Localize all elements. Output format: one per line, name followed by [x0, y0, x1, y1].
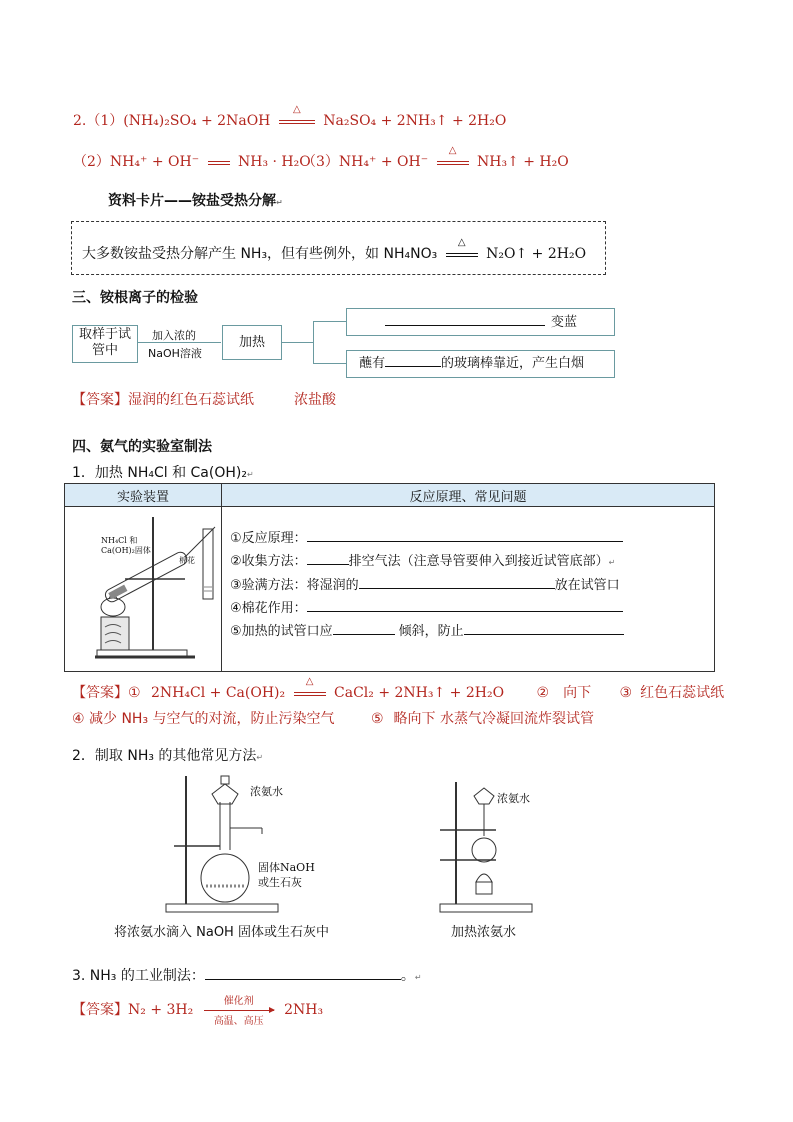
fig1-tag-lime: 或生石灰	[258, 876, 302, 889]
section-3-title: 三、铵根离子的检验	[72, 290, 198, 306]
question-3: ③验满方法：将湿润的 放在试管口	[230, 578, 620, 593]
flow-start-box: 取样于试管中	[72, 325, 138, 363]
flow-branch-top	[313, 321, 346, 322]
section-4-sub1: 1．加热 NH₄Cl 和 Ca(OH)₂↵	[72, 465, 254, 481]
question-2: ②收集方法： 排空气法（注意导管要伸入到接近试管底部）↵	[230, 554, 616, 569]
table-header-apparatus: 实验装置	[65, 484, 222, 507]
flow-branch-line	[281, 342, 313, 343]
question-5: ⑤加热的试管口应 倾斜，防止	[230, 620, 714, 643]
question-4: ④棉花作用：	[230, 597, 714, 620]
flow-reagent-1: 加入浓的	[152, 329, 196, 342]
fig2-tag-ammonia: 浓氨水	[497, 792, 530, 805]
flow-top-box: 变蓝	[346, 308, 615, 336]
fig2-caption: 加热浓氨水	[451, 925, 517, 940]
apparatus-image-cell	[65, 507, 222, 672]
flow-branch-bottom	[313, 363, 346, 364]
label-nh4cl: NH₄Cl 和	[101, 536, 138, 545]
label-cotton: 棉花	[179, 556, 195, 565]
fig1-tag-ammonia: 浓氨水	[250, 785, 283, 798]
fig1-caption: 将浓氨水滴入 NaOH 固体或生石灰中	[114, 925, 329, 940]
section-4-title: 四、氨气的实验室制法	[72, 439, 212, 455]
flow-heat-box: 加热	[222, 325, 282, 360]
questions-cell	[222, 507, 715, 672]
section-4-sub3: 3. NH₃ 的工业制法： 。↵	[72, 968, 422, 984]
equation-1: 2.（1）(NH₄)₂SO₄ + 2NaOH △ Na₂SO₄ + 2NH₃↑ + 2H₂O	[73, 104, 507, 129]
heating-apparatus-figure	[65, 507, 221, 671]
flow-branch-vertical	[313, 321, 314, 363]
apparatus-table	[64, 483, 715, 672]
flow-bottom-box: 蘸有 的玻璃棒靠近，产生白烟	[346, 350, 615, 378]
flow-reagent-2: NaOH溶液	[148, 347, 202, 360]
equation-3: （3）NH₄⁺ + OH⁻ △ NH₃↑ + H₂O	[302, 145, 569, 170]
table-header-questions: 反应原理、常见问题	[222, 484, 715, 507]
equation-2: （2）NH₄⁺ + OH⁻ NH₃ · H₂O	[73, 154, 311, 170]
label-caoh2: Ca(OH)₂固体	[101, 546, 151, 555]
answer-2-line-1: 【答案】① 2NH₄Cl + Ca(OH)₂ △ CaCl₂ + 2NH₃↑ + 2H₂O ② 向下 ③ 红色石蕊试纸	[72, 676, 725, 701]
question-1: ①反应原理：	[230, 527, 714, 550]
answer-2-line-2: ④ 减少 NH₃ 与空气的对流，防止污染空气 ⑤ 略向下 水蒸气冷凝回流炸裂试管	[72, 711, 594, 727]
answer-3: 【答案】N₂ + 3H₂ 催化剂 高温、高压 2NH₃	[72, 996, 324, 1027]
answer-1: 【答案】湿润的红色石蕊试纸 浓盐酸	[72, 392, 336, 408]
card-title: 资料卡片——铵盐受热分解↵	[108, 193, 283, 209]
info-card-text: 大多数铵盐受热分解产生 NH₃，但有些例外，如 NH₄NO₃ △ N₂O↑ + 2H₂O	[82, 237, 587, 262]
section-4-sub2: 2．制取 NH₃ 的其他常见方法↵	[72, 748, 264, 764]
fig1-tag-naoh: 固体NaOH	[258, 861, 315, 874]
